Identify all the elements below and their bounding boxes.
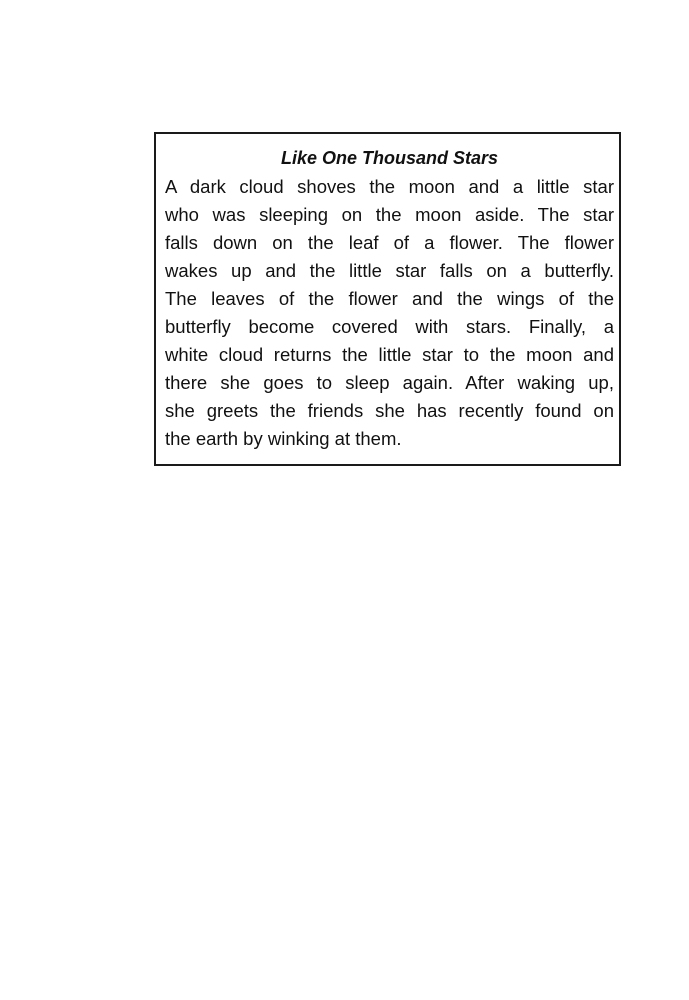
- story-line: butterfly become covered with stars. Finally, a: [165, 316, 614, 337]
- story-title: Like One Thousand Stars: [280, 148, 499, 168]
- story-line: A dark cloud shoves the moon and a little star: [165, 176, 614, 197]
- story-body: [165, 173, 614, 453]
- story-line: falls down on the leaf of a flower. The flower: [165, 232, 614, 253]
- story-line: who was sleeping on the moon aside. The star: [165, 204, 614, 225]
- story-line: she greets the friends she has recently found on: [165, 400, 614, 421]
- story-line: there she goes to sleep again. After waking up,: [165, 372, 614, 393]
- story-line-last: the earth by winking at them.: [165, 428, 402, 449]
- story-box: [154, 132, 621, 466]
- story-line: white cloud returns the little star to the moon and: [165, 344, 614, 365]
- story-line: wakes up and the little star falls on a butterfly.: [165, 260, 614, 281]
- story-line: The leaves of the flower and the wings of the: [165, 288, 614, 309]
